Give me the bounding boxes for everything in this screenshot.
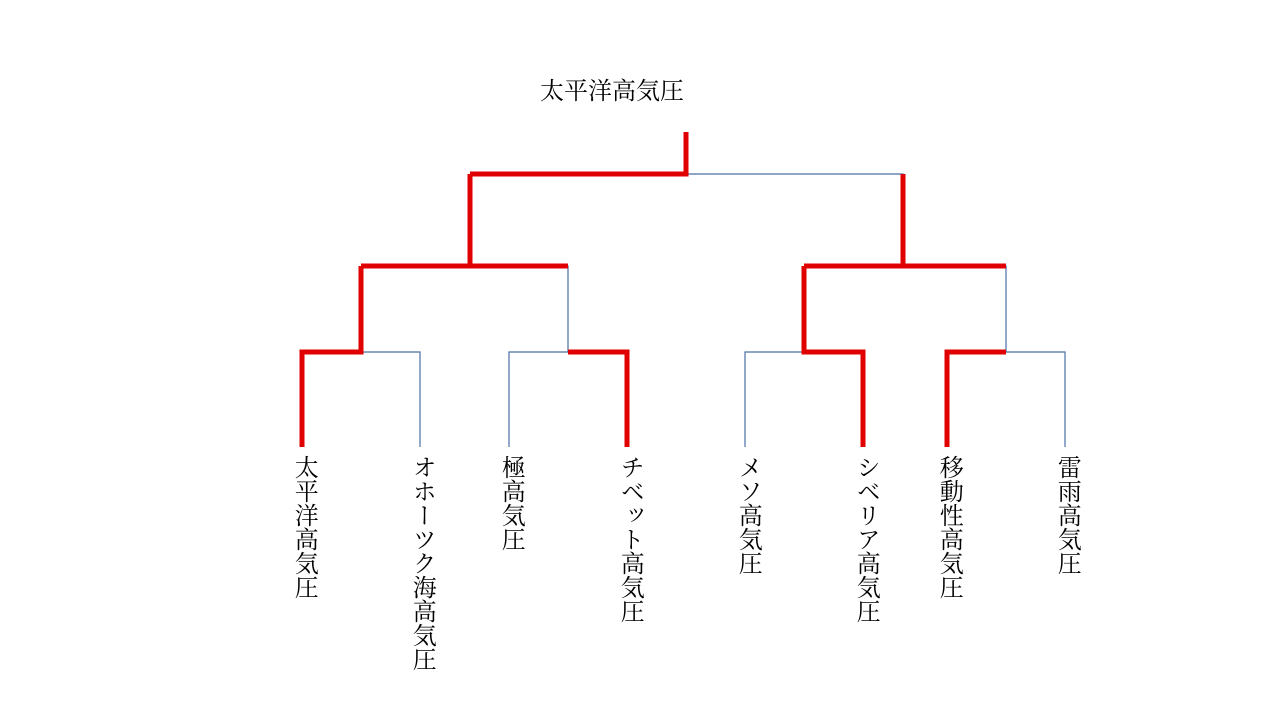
leaf-label-3: 極高気圧 <box>497 455 524 551</box>
champion-label: 太平洋高気圧 <box>540 79 684 105</box>
line-qf4-winner <box>947 352 1006 447</box>
line-qf2-winner <box>568 352 627 447</box>
line-qf1-loser <box>361 352 420 447</box>
line-final-loser <box>686 174 903 266</box>
line-qf3-winner <box>804 266 863 447</box>
normal-lines <box>361 174 1065 447</box>
leaf-label-1: 太平洋高気圧 <box>290 455 317 599</box>
line-sf1-winner <box>361 174 470 266</box>
line-qf3-loser <box>745 352 804 447</box>
line-sf2-winner <box>804 174 903 266</box>
leaf-label-4: チベット高気圧 <box>616 455 643 623</box>
line-qf1-winner <box>302 266 361 447</box>
leaf-label-2: オホーツク海高気圧 <box>408 455 435 671</box>
line-qf4-loser <box>1006 352 1065 447</box>
leaf-label-8: 雷雨高気圧 <box>1053 455 1080 575</box>
winner-path-lines <box>302 132 1006 447</box>
line-sf1-loser <box>470 266 568 352</box>
line-qf2-loser <box>509 352 568 447</box>
line-final-winner <box>470 132 686 174</box>
line-sf2-loser <box>903 266 1006 352</box>
leaf-label-5: メソ高気圧 <box>734 455 761 575</box>
leaf-label-6: シベリア高気圧 <box>852 455 879 623</box>
leaf-label-7: 移動性高気圧 <box>935 455 962 599</box>
